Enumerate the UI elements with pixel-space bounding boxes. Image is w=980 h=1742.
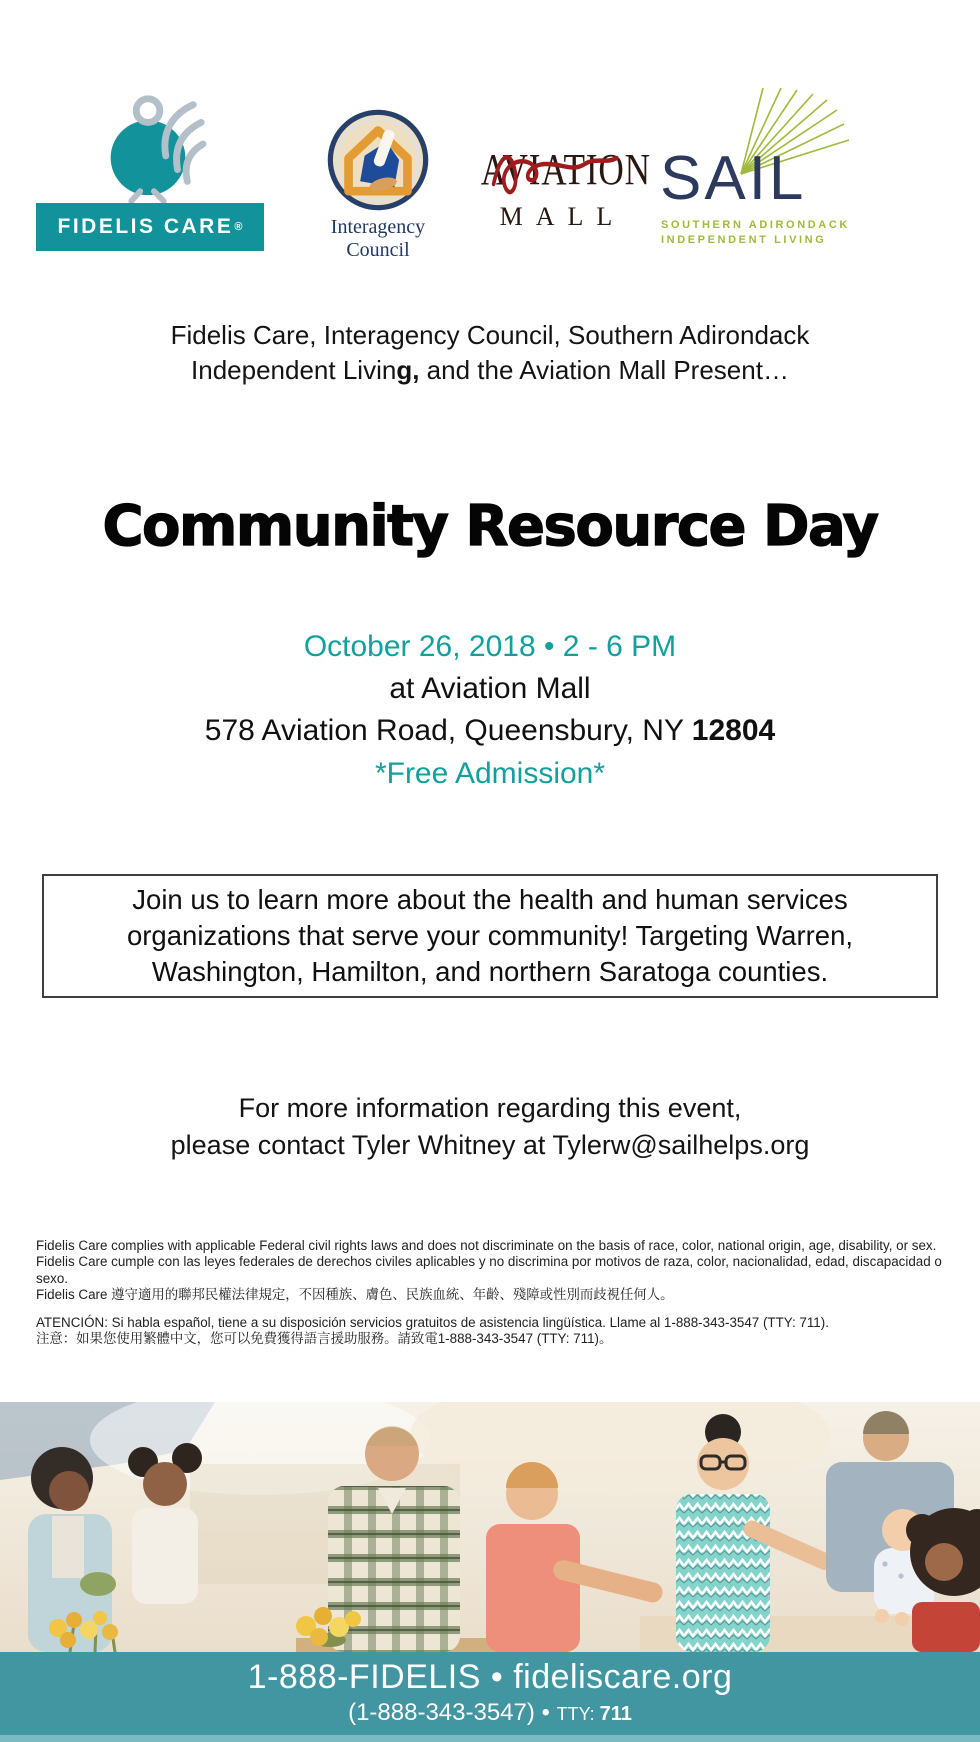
footer-phone-website: 1-888-FIDELIS • fideliscare.org [247, 1658, 733, 1696]
legal-chinese: Fidelis Care 遵守適用的聯邦民權法律規定，不因種族、膚色、民族血統、年齡、殘障或性別而歧視任何人。 [36, 1287, 674, 1303]
presenters-line2-b: g, [396, 355, 420, 385]
interagency-council-house-icon [326, 108, 430, 212]
presenters-line2-c: and the Aviation Mall Present… [419, 355, 789, 385]
footer-phone-tty [0, 1698, 980, 1729]
sail-subtitle-line1: SOUTHERN ADIRONDACK [661, 219, 850, 231]
footer-bar [0, 1652, 980, 1742]
aviation-word: AVIATION [480, 145, 651, 194]
footer-tty-label: TTY: [556, 1704, 600, 1724]
legal-atencion: ATENCIÓN: Si habla español, tiene a su disposición servicios gratuitos de asistencia lingüística. Llame al 1-888-343-3547 (TTY: 711). [36, 1314, 829, 1330]
page-title: Community Resource Day [102, 494, 878, 559]
interagency-council-label: Interagency Council [330, 216, 426, 261]
footer-separator: • [534, 1699, 557, 1726]
contact-line2: please contact Tyler Whitney at Tylerw@sailhelps.org [170, 1130, 810, 1160]
legal-chinese-notice: 注意：如果您使用繁體中文，您可以免費獲得語言援助服務。請致電1-888-343-3547 (TTY: 711)。 [36, 1331, 613, 1347]
event-venue: at Aviation Mall [389, 672, 591, 705]
footer-phone-number: (1-888-343-3547) [348, 1699, 535, 1726]
event-description-box: Join us to learn more about the health and human services organizations that serve your community! Targeting Warren, Washington, Hamilton, and northern Saratoga counties. [42, 874, 938, 998]
fidelis-care-wordmark [36, 203, 264, 251]
sail-subtitle-line2: INDEPENDENT LIVING [661, 234, 827, 246]
fidelis-care-person-icon [91, 88, 209, 203]
event-zip: 12804 [691, 714, 776, 747]
legal-disclaimer [36, 1238, 948, 1347]
contact-line1: For more information regarding this event, [238, 1093, 742, 1123]
aviation-wordmark [480, 145, 651, 194]
event-address [0, 714, 980, 748]
interagency-council-logo [298, 108, 458, 262]
footer-accent-strip [0, 1735, 980, 1742]
event-datetime: October 26, 2018 • 2 - 6 PM [303, 630, 677, 663]
legal-english: Fidelis Care complies with applicable Federal civil rights laws and does not discriminate on the basis of race, color, national origin, age, disability, or sex. [36, 1238, 937, 1253]
presenters-line2-a: Independent Livin [191, 355, 397, 385]
photo-strip [0, 1402, 980, 1652]
event-street: 578 Aviation Road, Queensbury, NY [204, 714, 692, 747]
sail-logo [652, 86, 850, 251]
aviation-mall-logo [462, 146, 650, 232]
fidelis-care-logo [36, 88, 264, 251]
sail-subtitle [661, 218, 850, 248]
free-admission-line: *Free Admission* [374, 757, 606, 790]
registered-mark: ® [234, 221, 243, 233]
presenters-line [0, 318, 980, 388]
presenters-line2 [0, 353, 980, 388]
presenters-line1: Fidelis Care, Interagency Council, Southern Adirondack [170, 320, 810, 350]
aviation-mall-word: MALL [499, 202, 626, 231]
sail-wordmark: SAIL [660, 144, 807, 213]
fidelis-care-label: FIDELIS CARE [57, 215, 234, 238]
footer-tty-number: 711 [599, 1703, 632, 1725]
legal-spanish: Fidelis Care cumple con las leyes federales de derechos civiles aplicables y no discrimina por motivos de raza, color, nacionalidad, edad, discapacidad o sexo. [36, 1254, 942, 1286]
contact-info [0, 1090, 980, 1164]
legal-gap [36, 1304, 948, 1315]
